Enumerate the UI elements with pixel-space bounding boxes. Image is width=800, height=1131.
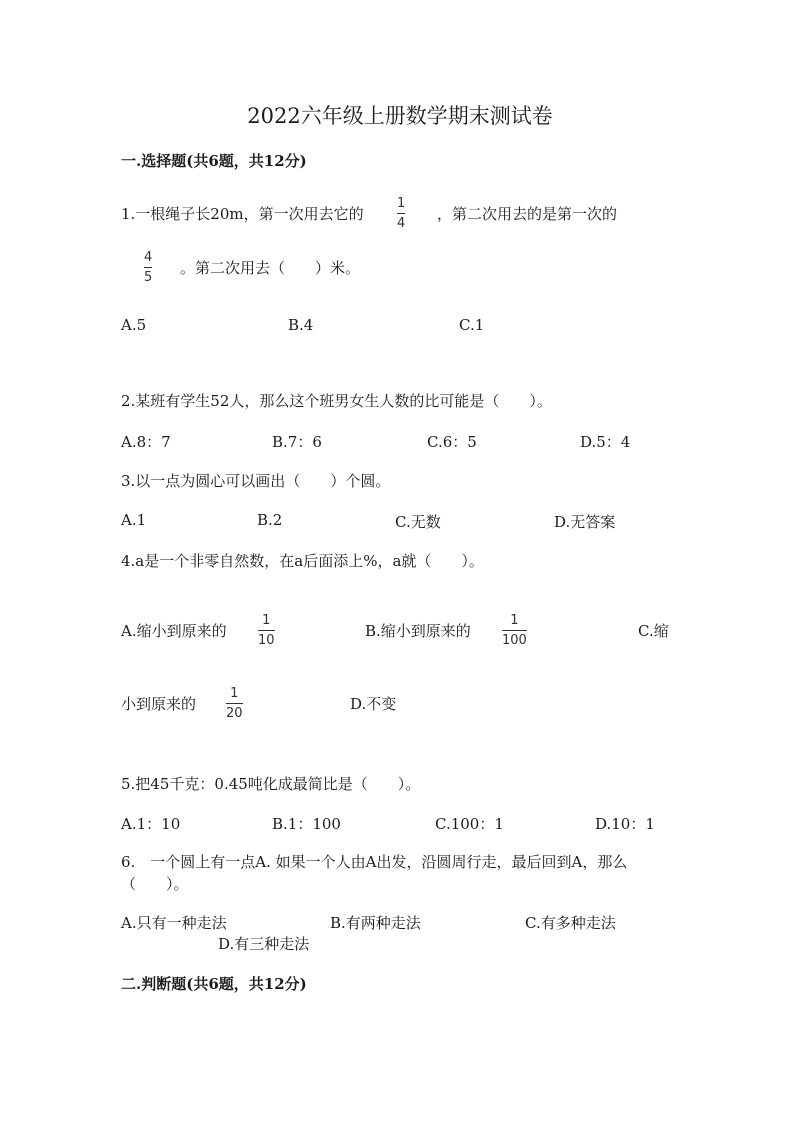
fraction-bar xyxy=(397,213,405,214)
fraction-numerator: 1 xyxy=(397,196,406,211)
question-5-option-c: C.100：1 xyxy=(435,815,504,833)
fraction-bar xyxy=(226,703,243,704)
section-heading-choice: 一.选择题(共6题，共12分) xyxy=(121,152,307,170)
question-6-option-d: D.有三种走法 xyxy=(218,935,310,953)
question-3-text: 3.以一点为圆心可以画出（ ）个圆。 xyxy=(121,472,391,490)
question-4-option-a: A.缩小到原来的 xyxy=(121,622,227,640)
question-4-text: 4.a是一个非零自然数，在a后面添上%，a就（ ）。 xyxy=(121,552,484,570)
question-6-option-b: B.有两种走法 xyxy=(330,914,421,932)
fraction-numerator: 1 xyxy=(262,613,271,628)
question-3-option-b: B.2 xyxy=(257,511,283,529)
question-1-text-part3: 。第二次用去（ ）米。 xyxy=(180,259,361,277)
question-4-option-b-fraction xyxy=(502,613,527,648)
fraction-bar xyxy=(258,630,275,631)
question-1-text-part1: 1.一根绳子长20m，第一次用去它的 xyxy=(121,205,364,223)
question-5-text: 5.把45千克：0.45吨化成最简比是（ ）。 xyxy=(121,775,421,793)
fraction-numerator: 1 xyxy=(510,613,519,628)
question-1-option-c: C.1 xyxy=(459,316,485,334)
question-4-option-b: B.缩小到原来的 xyxy=(365,622,471,640)
page-title: 2022六年级上册数学期末测试卷 xyxy=(247,104,553,128)
fraction-denominator: 100 xyxy=(502,633,527,648)
question-5-option-d: D.10：1 xyxy=(595,815,655,833)
question-2-option-c: C.6：5 xyxy=(427,433,477,451)
question-6-text-line1: 6. 一个圆上有一点A. 如果一个人由A出发，沿圆周行走，最后回到A，那么 xyxy=(121,853,628,871)
question-5-option-b: B.1：100 xyxy=(272,815,341,833)
question-2-option-b: B.7：6 xyxy=(272,433,322,451)
fraction-bar xyxy=(144,267,152,268)
question-1-option-b: B.4 xyxy=(288,316,314,334)
question-4-option-c-continued: 小到原来的 xyxy=(121,695,197,713)
fraction-denominator: 10 xyxy=(258,633,275,648)
question-6-text-line2: （ ）。 xyxy=(121,875,189,893)
question-3-option-a: A.1 xyxy=(121,511,147,529)
question-4-option-d: D.不变 xyxy=(350,695,397,713)
question-2-option-a: A.8：7 xyxy=(121,433,171,451)
question-2-text: 2.某班有学生52人，那么这个班男女生人数的比可能是（ ）。 xyxy=(121,392,552,410)
fraction-denominator: 5 xyxy=(144,270,153,285)
question-6-option-c: C.有多种走法 xyxy=(525,914,616,932)
question-4-option-c-fraction xyxy=(226,686,243,721)
question-1-text-part2: ，第二次用去的是第一次的 xyxy=(437,205,618,223)
question-2-option-d: D.5：4 xyxy=(580,433,631,451)
question-5-option-a: A.1：10 xyxy=(121,815,181,833)
question-1-option-a: A.5 xyxy=(121,316,147,334)
section-heading-judgement: 二.判断题(共6题，共12分) xyxy=(121,975,307,993)
question-6-option-a: A.只有一种走法 xyxy=(121,914,227,932)
question-3-option-c: C.无数 xyxy=(395,513,441,531)
fraction-numerator: 1 xyxy=(230,686,239,701)
question-4-option-c-start: C.缩 xyxy=(638,622,669,640)
question-1-fraction-1 xyxy=(397,196,405,231)
question-3-option-d: D.无答案 xyxy=(554,513,616,531)
question-4-option-a-fraction xyxy=(258,613,275,648)
fraction-bar xyxy=(502,630,527,631)
fraction-numerator: 4 xyxy=(144,250,153,265)
fraction-denominator: 20 xyxy=(226,706,243,721)
fraction-denominator: 4 xyxy=(397,216,406,231)
question-1-fraction-2 xyxy=(144,250,152,285)
